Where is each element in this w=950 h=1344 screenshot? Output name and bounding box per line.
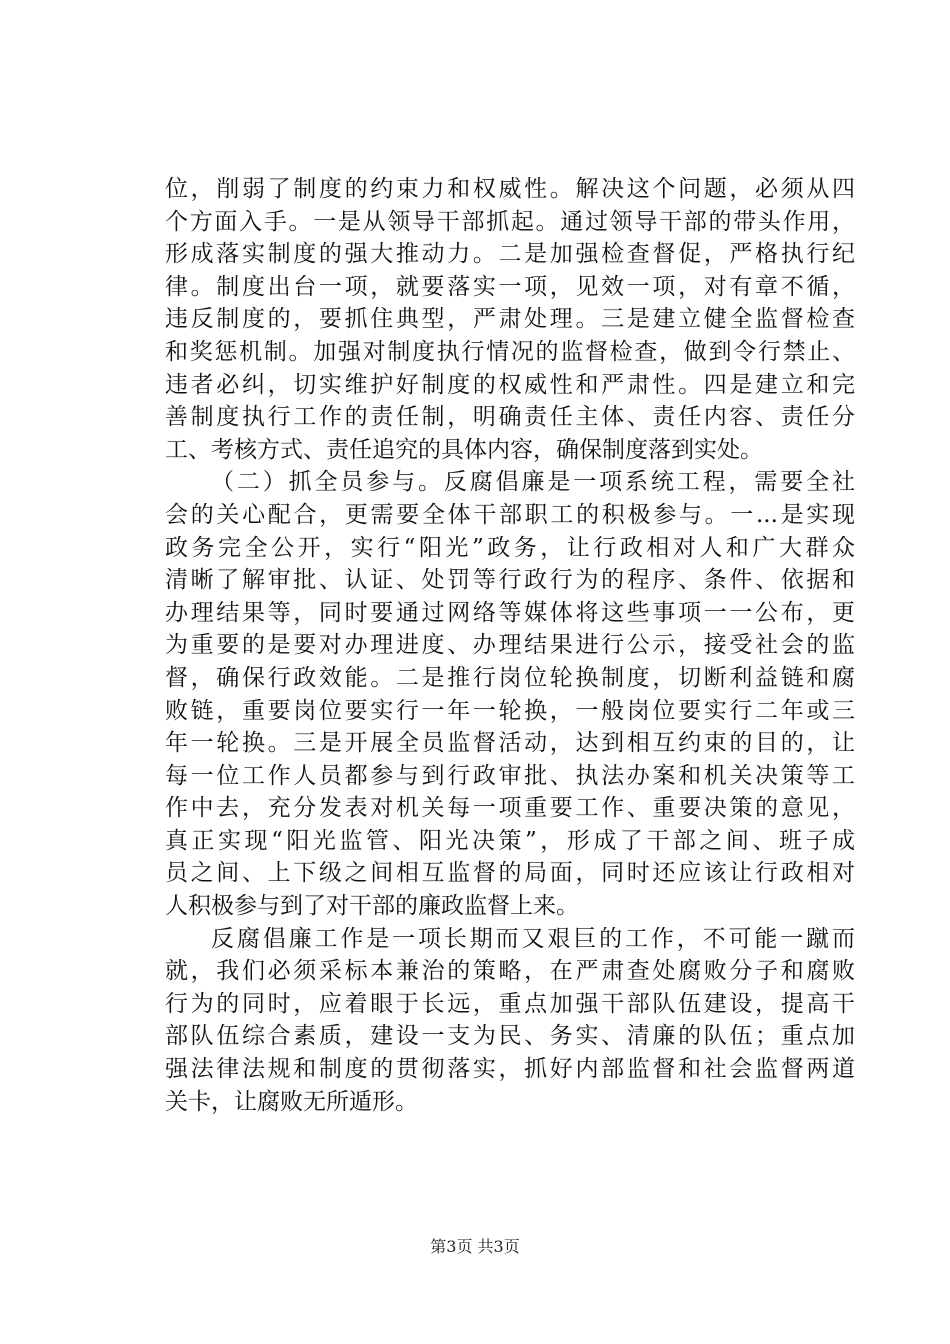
text-line: 真正实现“阳光监管、阳光决策”，形成了干部之间、班子成: [165, 827, 855, 854]
text-line: 每一位工作人员都参与到行政审批、执法办案和机关决策等工: [165, 762, 855, 789]
text-line: 督，确保行政效能。二是推行岗位轮换制度，切断利益链和腐: [165, 664, 855, 691]
text-line: 为重要的是要对办理进度、办理结果进行公示，接受社会的监: [165, 632, 855, 659]
text-line: 会的关心配合，更需要全体干部职工的积极参与。一...是实现: [165, 501, 855, 528]
text-line: 反腐倡廉工作是一项长期而又艰巨的工作，不可能一蹴而: [211, 925, 855, 952]
text-line: 部队伍综合素质，建设一支为民、务实、清廉的队伍；重点加: [165, 1023, 855, 1050]
text-line: 违者必纠，切实维护好制度的权威性和严肃性。四是建立和完: [165, 371, 855, 398]
text-line: 作中去，充分发表对机关每一项重要工作、重要决策的意见，: [165, 795, 855, 822]
text-line: 强法律法规和制度的贯彻落实，抓好内部监督和社会监督两道: [165, 1056, 855, 1083]
text-line: 年一轮换。三是开展全员监督活动，达到相互约束的目的，让: [165, 730, 855, 757]
text-line: 就，我们必须采标本兼治的策略，在严肃查处腐败分子和腐败: [165, 958, 855, 985]
text-line: 关卡，让腐败无所遁形。: [165, 1088, 418, 1115]
text-line: 清晰了解审批、认证、处罚等行政行为的程序、条件、依据和: [165, 567, 855, 594]
text-line: （二）抓全员参与。反腐倡廉是一项系统工程，需要全社: [211, 469, 855, 496]
text-line: 位，削弱了制度的约束力和权威性。解决这个问题，必须从四: [165, 176, 855, 202]
text-line: 员之间、上下级之间相互监督的局面，同时还应该让行政相对: [165, 860, 855, 887]
text-line: 政务完全公开，实行“阳光”政务，让行政相对人和广大群众: [165, 534, 855, 561]
text-line: 形成落实制度的强大推动力。二是加强检查督促，严格执行纪: [165, 241, 855, 268]
document-body: [165, 173, 855, 1118]
text-line: 个方面入手。一是从领导干部抓起。通过领导干部的带头作用，: [165, 208, 855, 235]
text-line: 和奖惩机制。加强对制度执行情况的监督检查，做到令行禁止、: [165, 338, 855, 365]
text-line: 败链，重要岗位要实行一年一轮换，一般岗位要实行二年或三: [165, 697, 855, 724]
text-line: 善制度执行工作的责任制，明确责任主体、责任内容、责任分: [165, 404, 855, 431]
text-line: 行为的同时，应着眼于长远，重点加强干部队伍建设，提高干: [165, 990, 855, 1017]
page-footer: 第3页 共3页: [430, 1237, 520, 1256]
text-line: 办理结果等，同时要通过网络等媒体将这些事项一一公布，更: [165, 599, 855, 626]
text-line: 工、考核方式、责任追究的具体内容，确保制度落到实处。: [165, 436, 763, 463]
text-line: 人积极参与到了对干部的廉政监督上来。: [165, 893, 579, 920]
text-line: 律。制度出台一项，就要落实一项，见效一项，对有章不循，: [165, 273, 855, 300]
text-line: 违反制度的，要抓住典型，严肃处理。三是建立健全监督检查: [165, 306, 855, 333]
